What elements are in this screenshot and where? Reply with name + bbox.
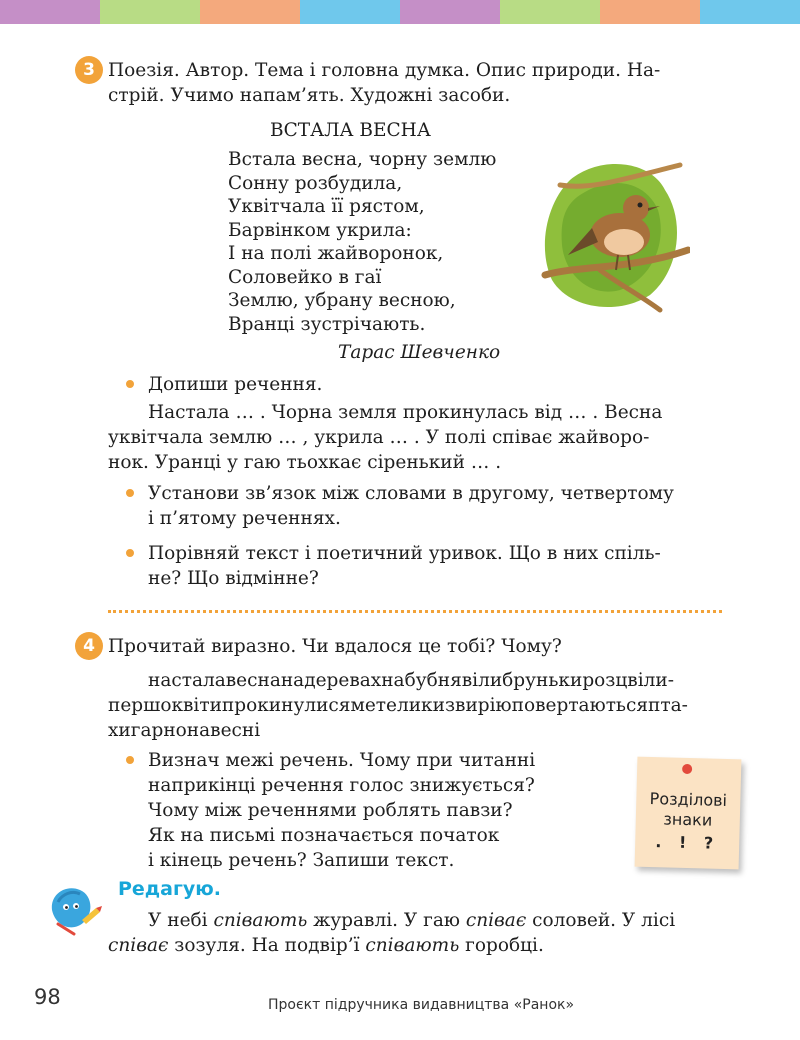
- page-number: 98: [34, 985, 61, 1009]
- task3-bullet3-line2: не? Що відмінне?: [148, 568, 319, 589]
- task3-intro-line2: стрій. Учимо напам’ять. Художні засоби.: [108, 85, 511, 106]
- edit-verb: співають: [213, 910, 308, 931]
- fill-sentence-line1: Настала … . Чорна земля прокинулась від … . Весна: [148, 402, 663, 423]
- edit-text: У небі: [148, 910, 214, 931]
- task4-bullet-line: Чому між реченнями роблять павзи?: [148, 800, 513, 821]
- color-stripe: [700, 0, 800, 24]
- task4-bullet-line: Визнач межі речень. Чому при читанні: [148, 750, 536, 771]
- color-stripe: [500, 0, 600, 24]
- bullet-icon: [126, 549, 134, 557]
- bullet-icon: [126, 756, 134, 764]
- edit-verb: співає: [108, 935, 169, 956]
- color-stripe: [200, 0, 300, 24]
- mascot-with-pencil-icon: [44, 880, 104, 936]
- edit-text-line1: [148, 908, 722, 933]
- task4-bullet-line: наприкінці речення голос знижується?: [148, 775, 535, 796]
- poem-line: Уквітчала її рястом,: [228, 196, 425, 217]
- color-stripe: [100, 0, 200, 24]
- edit-text: зозуля. На подвір’ї: [168, 935, 366, 956]
- poem-title: ВСТАЛА ВЕСНА: [270, 120, 431, 141]
- note-line: Розділові: [649, 788, 728, 811]
- task4-bullet-line: Як на письмі позначається початок: [148, 825, 500, 846]
- poem-line: Соловейко в гаї: [228, 266, 382, 288]
- task3-bullet1: Допиши речення.: [148, 374, 323, 395]
- task3-bullet3-line1: Порівняй текст і поетичний уривок. Що в них спіль-: [148, 543, 661, 564]
- note-text: [636, 789, 741, 832]
- edit-text: соловей. У лісі: [526, 910, 676, 931]
- poem-line: Встала весна, чорну землю: [228, 149, 497, 170]
- task3-bullet2-line1: Установи зв’язок між словами в другому, четвертому: [148, 483, 674, 504]
- fill-sentence-line3: нок. Уранці у гаю тьохкає сіренький … .: [108, 452, 502, 473]
- sticky-note-punctuation: [635, 757, 742, 870]
- color-stripe: [400, 0, 500, 24]
- color-stripe: [600, 0, 700, 24]
- color-stripe: [300, 0, 400, 24]
- fill-sentence-line2: уквітчала землю … , укрила … . У полі співає жайворо-: [108, 427, 650, 448]
- edit-verb: співають: [365, 935, 460, 956]
- bullet-icon: [126, 489, 134, 497]
- edit-section-title: Редагую.: [118, 878, 221, 900]
- task4-intro: Прочитай виразно. Чи вдалося це тобі? Чому?: [108, 636, 562, 657]
- top-color-bar: [0, 0, 800, 24]
- edit-text-line2: [108, 933, 722, 958]
- task3-bullet2-line2: і п’ятому реченнях.: [148, 508, 341, 529]
- poem-line: І на полі жайворонок,: [228, 243, 444, 264]
- page-footer: Проєкт підручника видавництва «Ранок»: [268, 997, 575, 1013]
- note-line: знаки: [663, 809, 713, 830]
- poem-line: Вранці зустрічають.: [228, 313, 426, 335]
- bullet-icon: [126, 380, 134, 388]
- edit-verb: співає: [465, 910, 527, 931]
- poem-line: Землю, убрану весною,: [228, 290, 456, 311]
- poem-body: [228, 148, 496, 336]
- run-on-text-line2: першоквітипрокинулисяметеликизвиріюповертаютьсяпта-: [108, 695, 688, 716]
- note-punctuation-marks: . ! ?: [655, 832, 720, 853]
- task4-bullet-line: і кінець речень? Запиши текст.: [148, 850, 455, 871]
- run-on-text-line3: хигарнонавесні: [108, 720, 261, 741]
- task-number-3: 3: [75, 56, 103, 84]
- edit-text: горобці.: [459, 935, 544, 956]
- color-stripe: [0, 0, 100, 24]
- edit-text: журавлі. У гаю: [307, 910, 466, 931]
- section-divider: [108, 610, 722, 613]
- pin-icon: [682, 764, 692, 774]
- poem-line: Барвінком укрила:: [228, 219, 412, 241]
- task3-intro-line1: Поезія. Автор. Тема і головна думка. Опис природи. На-: [108, 60, 661, 81]
- bird-on-branch-illustration: [540, 150, 690, 315]
- task-number-4: 4: [75, 632, 103, 660]
- run-on-text-line1: насталавеснанадеревахнабубнявілибрунькирозцвіли-: [148, 670, 674, 691]
- poem-author: Тарас Шевченко: [338, 342, 501, 363]
- poem-line: Сонну розбудила,: [228, 172, 403, 194]
